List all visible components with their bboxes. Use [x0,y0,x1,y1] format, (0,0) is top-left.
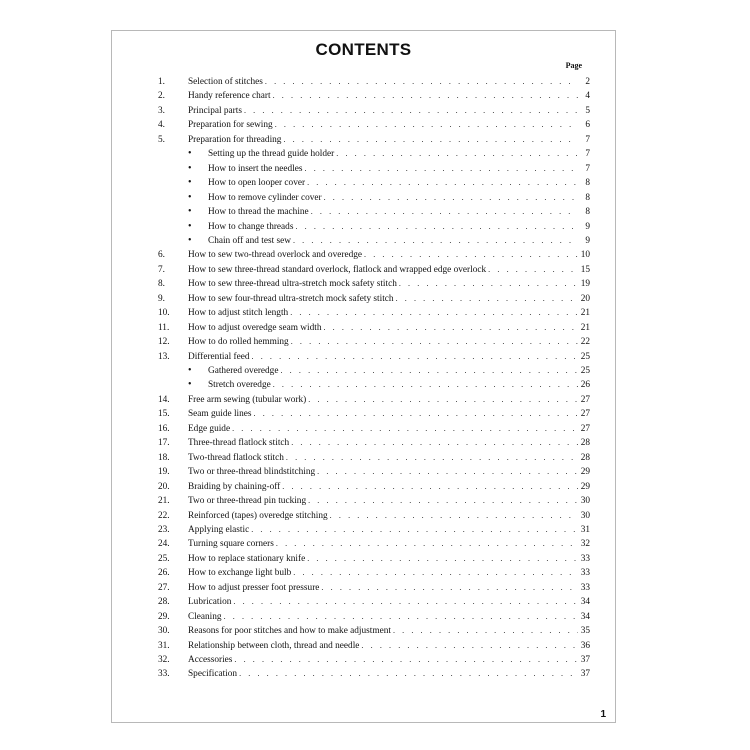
toc-entry [112,653,615,667]
toc-entry [112,335,615,349]
toc-entry [112,407,615,421]
toc-entry-label: Principal parts [188,105,242,116]
dot-leader [307,176,578,190]
toc-entry-label: Turning square corners [188,539,274,550]
toc-entry-number: 23. [158,524,170,535]
toc-entry-label: Chain off and test sew [208,235,291,246]
dot-leader [273,378,578,392]
toc-entry [112,595,615,609]
toc-entry-label: Edge guide [188,423,231,434]
bullet-icon: • [188,148,192,160]
toc-entry [112,248,615,262]
toc-entry-label: Preparation for sewing [188,120,273,131]
dot-leader [254,407,578,421]
toc-entry-page: 33 [580,568,590,579]
toc-entry-label: How to sew three-thread ultra-stretch mock safety stitch [188,279,397,290]
toc-entry [112,191,615,205]
toc-entry-page: 36 [580,640,590,651]
toc-entry-label: How to sew four-thread ultra-stretch mock safety stitch [188,293,394,304]
toc-entry-number: 7. [158,264,165,275]
toc-entry-page: 9 [585,221,590,232]
dot-leader [307,552,578,566]
toc-entry-number: 30. [158,626,170,637]
toc-entry-page: 20 [580,293,590,304]
footer-page-number: 1 [600,709,606,720]
toc-entry-label: How to adjust overedge seam width [188,322,322,333]
dot-leader [233,595,578,609]
toc-entry-label: Relationship between cloth, thread and needle [188,640,360,651]
toc-entry [112,263,615,277]
toc-entry-page: 27 [580,423,590,434]
toc-entry [112,176,615,190]
toc-entry-label: How to replace stationary knife [188,553,306,564]
dot-leader [295,220,578,234]
toc-entry-page: 29 [580,481,590,492]
toc-entry-label: How to thread the machine [208,207,309,218]
toc-entry [112,133,615,147]
toc-entry-label: Handy reference chart [188,91,271,102]
dot-leader [488,263,578,277]
toc-entry [112,147,615,161]
dot-leader [286,451,578,465]
toc-entry [112,89,615,103]
dot-leader [361,639,578,653]
toc-entry-label: How to insert the needles [208,163,303,174]
bullet-icon: • [188,206,192,218]
dot-leader [290,306,578,320]
toc-entry-page: 32 [580,539,590,550]
toc-entry-number: 24. [158,539,170,550]
toc-entry [112,306,615,320]
toc-entry-page: 9 [585,235,590,246]
toc-entry [112,523,615,537]
toc-entry-number: 3. [158,105,165,116]
dot-leader [393,624,578,638]
toc-entry-page: 6 [585,120,590,131]
toc-entry-number: 21. [158,496,170,507]
toc-entry-page: 8 [585,192,590,203]
toc-entry-number: 17. [158,438,170,449]
toc-entry-label: Reasons for poor stitches and how to make adjustment [188,626,391,637]
toc-entry-number: 25. [158,553,170,564]
toc-entry-number: 12. [158,337,170,348]
toc-entry-page: 29 [580,467,590,478]
toc-entry-page: 27 [580,394,590,405]
toc-entry-page: 25 [580,366,590,376]
dot-leader [308,393,578,407]
toc-entry [112,509,615,523]
dot-leader [283,133,578,147]
toc-entry-number: 1. [158,77,165,87]
toc-entry [112,118,615,132]
toc-entry [112,162,615,176]
toc-entry [112,364,615,378]
dot-leader [291,335,578,349]
page-title: CONTENTS [315,40,412,59]
bullet-icon: • [188,365,192,376]
toc-entry-label: Two-thread flatlock stitch [188,452,284,463]
page-column-label: Page [565,61,582,70]
toc-entry-number: 32. [158,655,170,665]
dot-leader [224,610,578,624]
document-page [111,30,616,723]
dot-leader [244,104,578,118]
toc-entry-number: 8. [158,279,165,290]
dot-leader [239,667,578,681]
toc-entry [112,350,615,364]
toc-entry-page: 30 [580,510,590,521]
toc-entry-label: Reinforced (tapes) overedge stitching [188,510,328,521]
toc-entry-page: 26 [580,380,590,391]
toc-entry-label: How to do rolled hemming [188,337,289,348]
toc-entry-label: How to exchange light bulb [188,568,292,579]
dot-leader [280,364,578,378]
toc-entry-page: 15 [580,264,590,275]
toc-entry-label: How to open looper cover [208,178,306,189]
toc-entry-number: 33. [158,669,170,680]
toc-entry [112,378,615,392]
dot-leader [324,191,578,205]
toc-entry-number: 27. [158,582,170,593]
toc-entry-label: Specification [188,669,238,680]
dot-leader [364,248,578,262]
toc-entry-label: Gathered overedge [208,366,279,376]
bullet-icon: • [188,234,192,246]
toc-entry-page: 34 [580,597,590,608]
toc-entry [112,393,615,407]
toc-entry-number: 15. [158,409,170,420]
toc-entry-number: 22. [158,510,170,521]
toc-entry [112,220,615,234]
toc-entry-label: Free arm sewing (tubular work) [188,394,307,405]
dot-leader [311,205,578,219]
toc-entry-number: 10. [158,308,170,319]
toc-entry-label: Seam guide lines [188,409,252,420]
toc-entry-label: Two or three-thread blindstitching [188,467,316,478]
toc-entry [112,537,615,551]
toc-entry-page: 4 [585,91,590,102]
toc-entry-number: 20. [158,481,170,492]
dot-leader [252,350,578,364]
toc-entry-label: Cleaning [188,611,222,622]
toc-entry-number: 2. [158,91,165,102]
toc-entry-label: How to adjust stitch length [188,308,289,319]
toc-entry-page: 35 [580,626,590,637]
toc-entry-number: 16. [158,423,170,434]
toc-entry-page: 28 [580,452,590,463]
dot-leader [282,480,578,494]
dot-leader [273,89,578,103]
toc-entry [112,566,615,580]
toc-entry-page: 19 [580,279,590,290]
toc-entry-page: 33 [580,553,590,564]
toc-entry-number: 5. [158,134,165,145]
toc-entry [112,277,615,291]
toc-entry-number: 9. [158,293,165,304]
toc-entry-number: 28. [158,597,170,608]
toc-entry-page: 31 [580,524,590,535]
toc-entry-page: 25 [580,351,590,362]
toc-entry-page: 27 [580,409,590,420]
dot-leader [305,162,579,176]
toc-entry [112,422,615,436]
dot-leader [251,523,578,537]
toc-entry-number: 31. [158,640,170,651]
toc-entry-page: 8 [585,178,590,189]
toc-entry-page: 7 [585,134,590,145]
toc-entry-label: How to change threads [208,221,294,232]
toc-entry-number: 6. [158,250,165,261]
toc-entry-label: How to sew two-thread overlock and overedge [188,250,362,261]
bullet-icon: • [188,162,192,174]
toc-entry-label: Two or three-thread pin tucking [188,496,307,507]
toc-entry-page: 37 [580,669,590,680]
toc-entry [112,75,615,89]
toc-entry-page: 5 [585,105,590,116]
toc-entry-page: 30 [580,496,590,507]
toc-entry [112,610,615,624]
toc-entry [112,292,615,306]
toc-entry-number: 19. [158,467,170,478]
bullet-icon: • [188,177,192,189]
toc-entry-page: 10 [580,250,590,261]
toc-entry-label: Stretch overedge [208,380,271,391]
toc-entry [112,465,615,479]
toc-entry [112,494,615,508]
toc-entry [112,451,615,465]
toc-entry-label: Braiding by chaining-off [188,481,281,492]
toc-entry-page: 21 [580,322,590,333]
toc-entry-number: 18. [158,452,170,463]
toc-entry-page: 7 [585,149,590,160]
toc-entry-number: 13. [158,351,170,362]
dot-leader [399,277,578,291]
toc-entry [112,624,615,638]
dot-leader [291,436,578,450]
dot-leader [330,509,578,523]
toc-entry-label: How to sew three-thread standard overlock, flatlock and wrapped edge overlock [188,264,487,275]
toc-entry-page: 37 [580,655,590,665]
toc-entry-page: 33 [580,582,590,593]
dot-leader [336,147,578,161]
toc-entry-label: Differential feed [188,351,250,362]
dot-leader [323,321,578,335]
toc-entry [112,104,615,118]
dot-leader [308,494,578,508]
toc-entry-label: Lubrication [188,597,232,608]
toc-entry [112,480,615,494]
dot-leader [317,465,578,479]
toc-entry-label: How to adjust presser foot pressure [188,582,320,593]
bullet-icon: • [188,220,192,232]
toc-entry-page: 2 [585,77,590,87]
toc-entry-number: 14. [158,394,170,405]
toc-entry-page: 22 [580,337,590,348]
toc-entry [112,234,615,248]
dot-leader [265,75,578,89]
dot-leader [276,537,578,551]
toc-entry-page: 34 [580,611,590,622]
dot-leader [293,566,578,580]
toc-entry-label: Setting up the thread guide holder [208,149,335,160]
dot-leader [321,581,578,595]
toc-entry-page: 21 [580,308,590,319]
dot-leader [396,292,578,306]
toc-entry [112,639,615,653]
toc-entry [112,205,615,219]
toc-entry-page: 28 [580,438,590,449]
toc-entry-page: 7 [585,163,590,174]
dot-leader [293,234,578,248]
toc-entry [112,436,615,450]
toc-entry-page: 8 [585,207,590,218]
toc-entry-label: Preparation for threading [188,134,282,145]
toc-entry-number: 11. [158,322,170,333]
bullet-icon: • [188,191,192,203]
toc-entry-number: 29. [158,611,170,622]
toc-entry-label: How to remove cylinder cover [208,192,322,203]
toc-entry-label: Three-thread flatlock stitch [188,438,290,449]
dot-leader [234,653,578,667]
dot-leader [232,422,578,436]
toc-entry-label: Applying elastic [188,524,250,535]
dot-leader [275,118,578,132]
toc-entry-number: 4. [158,120,165,131]
toc-entry [112,667,615,681]
toc-entry [112,552,615,566]
toc-entry-label: Accessories [188,655,233,665]
toc-entry [112,321,615,335]
toc-entry [112,581,615,595]
bullet-icon: • [188,379,192,391]
toc-entry-number: 26. [158,568,170,579]
toc-entry-label: Selection of stitches [188,77,263,87]
